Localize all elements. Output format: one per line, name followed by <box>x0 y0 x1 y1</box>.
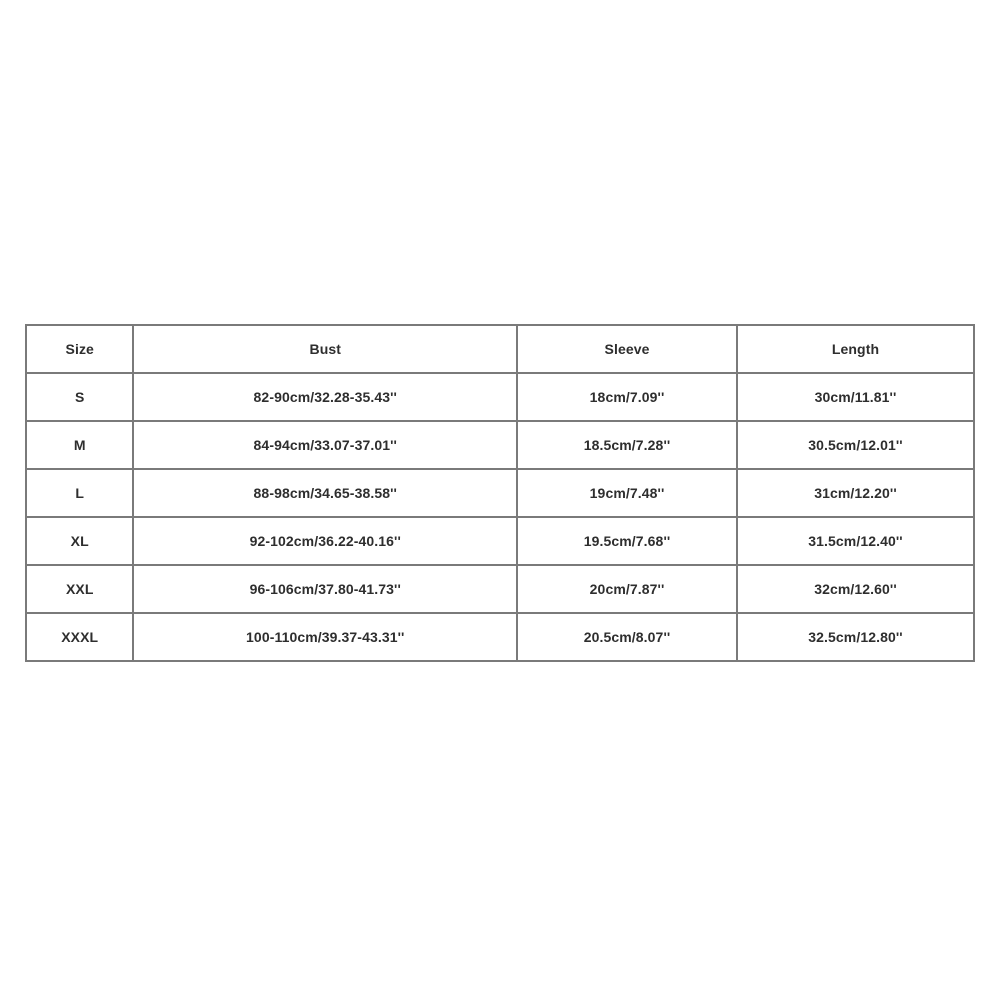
bust-cell: 96-106cm/37.80-41.73'' <box>133 565 517 613</box>
bust-cell: 92-102cm/36.22-40.16'' <box>133 517 517 565</box>
size-cell: L <box>26 469 133 517</box>
table-row <box>26 421 974 469</box>
size-cell: M <box>26 421 133 469</box>
bust-cell: 100-110cm/39.37-43.31'' <box>133 613 517 661</box>
size-cell: S <box>26 373 133 421</box>
length-cell: 32.5cm/12.80'' <box>737 613 974 661</box>
size-cell: XL <box>26 517 133 565</box>
table-row <box>26 565 974 613</box>
bust-cell: 88-98cm/34.65-38.58'' <box>133 469 517 517</box>
sleeve-cell: 19cm/7.48'' <box>517 469 737 517</box>
table-row <box>26 613 974 661</box>
sleeve-cell: 18cm/7.09'' <box>517 373 737 421</box>
header-bust: Bust <box>133 325 517 373</box>
length-cell: 32cm/12.60'' <box>737 565 974 613</box>
bust-cell: 84-94cm/33.07-37.01'' <box>133 421 517 469</box>
table-row <box>26 373 974 421</box>
header-size: Size <box>26 325 133 373</box>
size-chart-table <box>25 324 975 662</box>
size-cell: XXL <box>26 565 133 613</box>
length-cell: 31.5cm/12.40'' <box>737 517 974 565</box>
size-chart-body <box>26 373 974 661</box>
length-cell: 30.5cm/12.01'' <box>737 421 974 469</box>
table-row <box>26 517 974 565</box>
header-length: Length <box>737 325 974 373</box>
bust-cell: 82-90cm/32.28-35.43'' <box>133 373 517 421</box>
sleeve-cell: 19.5cm/7.68'' <box>517 517 737 565</box>
sleeve-cell: 20.5cm/8.07'' <box>517 613 737 661</box>
length-cell: 31cm/12.20'' <box>737 469 974 517</box>
length-cell: 30cm/11.81'' <box>737 373 974 421</box>
sleeve-cell: 20cm/7.87'' <box>517 565 737 613</box>
header-sleeve: Sleeve <box>517 325 737 373</box>
size-chart-header <box>26 325 974 373</box>
sleeve-cell: 18.5cm/7.28'' <box>517 421 737 469</box>
header-row <box>26 325 974 373</box>
size-cell: XXXL <box>26 613 133 661</box>
table-row <box>26 469 974 517</box>
